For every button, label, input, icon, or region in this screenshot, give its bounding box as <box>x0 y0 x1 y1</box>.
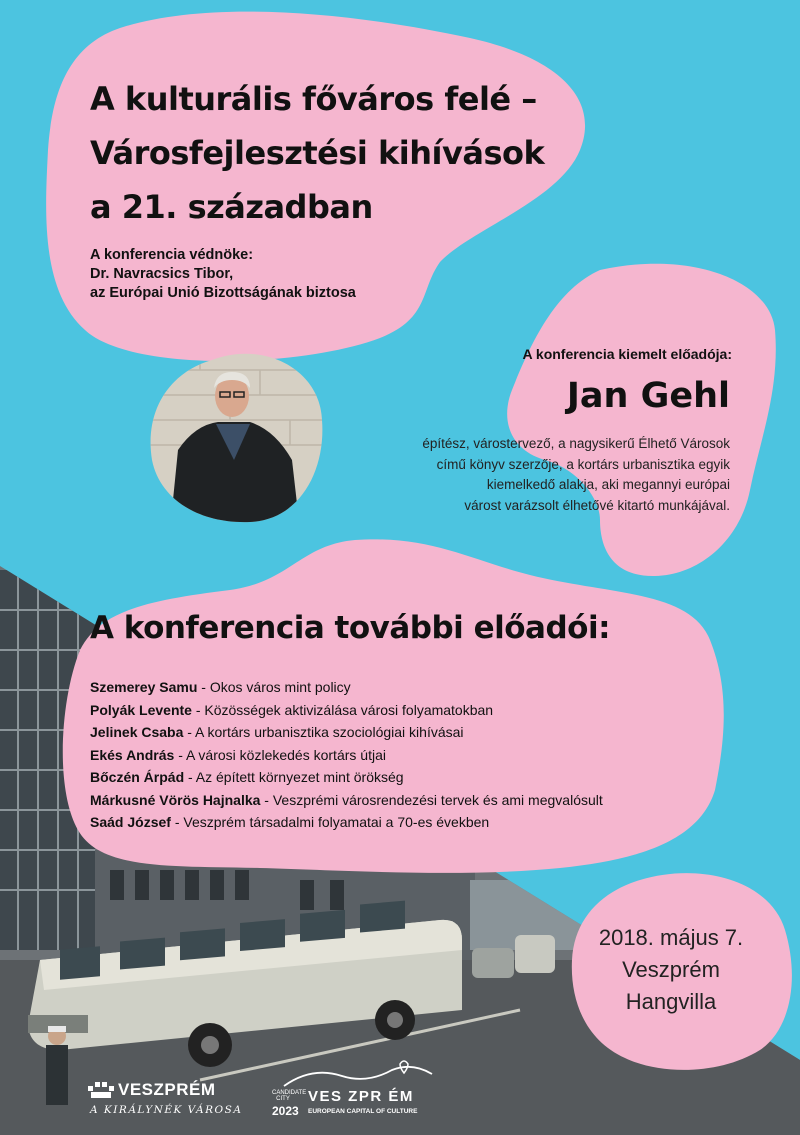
title-line-1: A kulturális főváros felé – <box>90 80 537 118</box>
event-date: 2018. május 7. <box>598 925 744 950</box>
speaker-name: Saád József <box>90 814 171 830</box>
ecoc-name: VES ZPR ÉM <box>308 1088 414 1105</box>
keynote-label: A konferencia kiemelt előadója: <box>522 346 732 362</box>
title-line-3: a 21. században <box>90 188 373 226</box>
speaker-name: Szemerey Samu <box>90 679 198 695</box>
speakers-list <box>90 676 603 834</box>
patron-role: az Európai Unió Bizottságának biztosa <box>90 285 356 301</box>
speaker-name: Bőczén Árpád <box>90 769 185 785</box>
speaker-topic: - Veszprémi városrendezési tervek és ami megvalósult <box>260 791 603 808</box>
keynote-description-line: című könyv szerzője, a kortárs urbanisztika egyik <box>436 456 730 472</box>
patron-block <box>90 246 356 303</box>
candidate-year: 2023 <box>272 1104 299 1118</box>
candidate-label: CANDIDATE CITY <box>272 1090 307 1102</box>
speaker-item <box>90 789 603 812</box>
speaker-name: Ekés András <box>90 746 175 763</box>
hill-outline-icon <box>282 1060 442 1090</box>
speaker-item <box>90 676 603 699</box>
speaker-item <box>90 744 603 767</box>
speaker-topic: - Közösségek aktivizálása városi folyamatokban <box>191 701 494 718</box>
speaker-topic: - A kortárs urbanisztika szociológiai kihívásai <box>183 724 464 740</box>
crown-icon <box>88 1080 114 1100</box>
keynote-description-line: építész, várostervező, a nagysikerű Élhető Városok <box>422 436 730 451</box>
speaker-name: Márkusné Vörös Hajnalka <box>90 791 261 808</box>
speaker-item <box>90 766 603 789</box>
keynote-description <box>422 434 730 516</box>
speaker-topic: - Veszprém társadalmi folyamatai a 70-es években <box>170 814 490 830</box>
speaker-topic: - A városi közlekedés kortárs útjai <box>174 746 386 763</box>
speaker-name: Polyák Levente <box>90 701 192 718</box>
speaker-topic: - Az épített környezet mint örökség <box>184 769 404 785</box>
keynote-description-line: kiemelkedő alakja, aki megannyi európai <box>486 477 730 492</box>
ecoc-tagline: EUROPEAN CAPITAL OF CULTURE <box>308 1108 418 1115</box>
speakers-title: A konferencia további előadói: <box>90 610 610 646</box>
keynote-description-line: várost varázsolt élhetővé kitartó munkájával. <box>464 497 730 513</box>
speaker-item <box>90 699 603 722</box>
patron-label: A konferencia védnöke: <box>90 247 254 263</box>
speaker-item <box>90 721 603 744</box>
city-tagline: A KIRÁLYNÉK VÁROSA <box>90 1104 243 1116</box>
event-venue: Hangvilla <box>625 989 717 1014</box>
keynote-name: Jan Gehl <box>566 376 730 416</box>
title-line-2: Városfejlesztési kihívások <box>90 134 545 172</box>
keynote-blob <box>507 264 776 576</box>
patron-name: Dr. Navracsics Tibor, <box>90 266 234 282</box>
speaker-topic: - Okos város mint policy <box>197 679 351 695</box>
event-info <box>560 922 782 1018</box>
jan-gehl-photo <box>140 340 340 540</box>
event-city: Veszprém <box>622 957 720 982</box>
conference-title <box>90 72 690 234</box>
speaker-item <box>90 811 603 834</box>
city-name: VESZPRÉM <box>118 1080 216 1099</box>
speaker-name: Jelinek Csaba <box>90 724 184 740</box>
